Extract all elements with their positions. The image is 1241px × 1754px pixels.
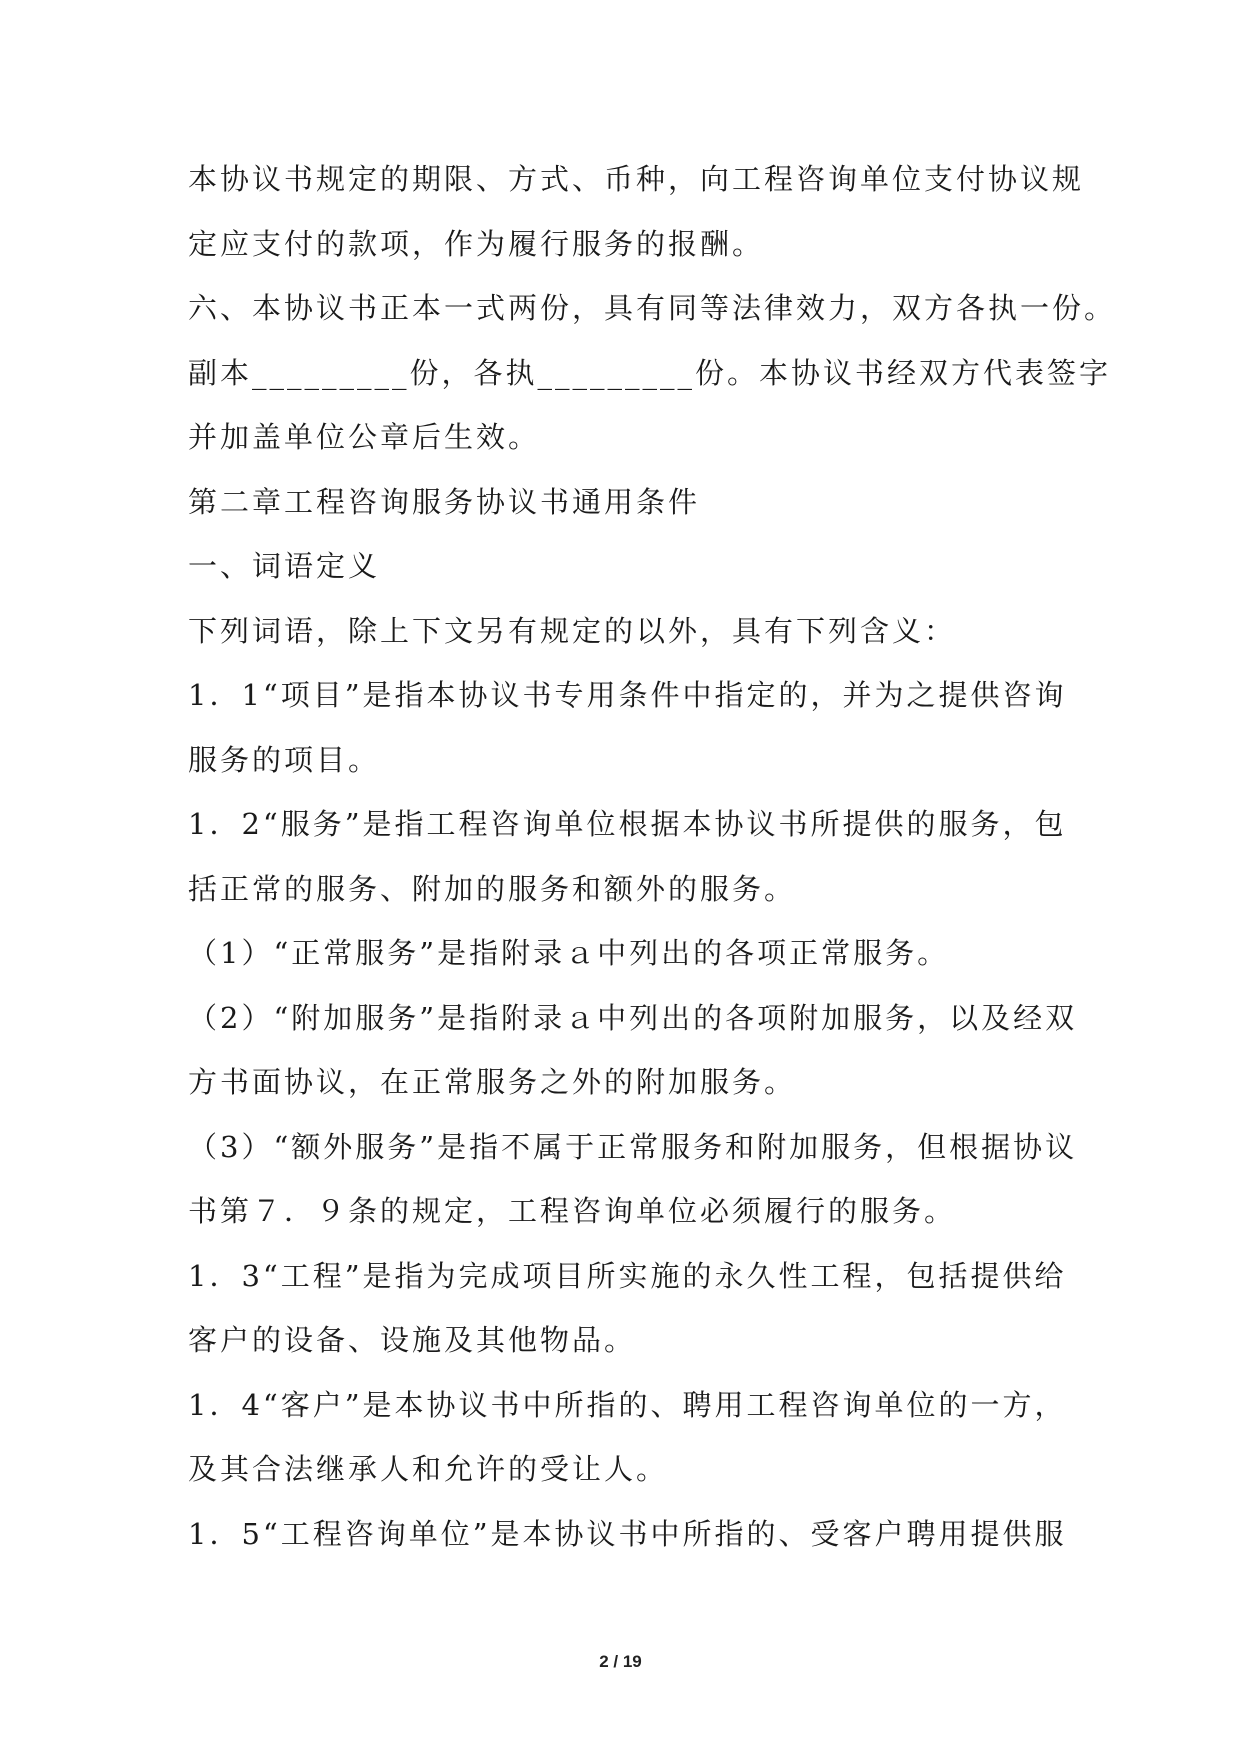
text-line: 1．2“服务”是指工程咨询单位根据本协议书所提供的服务，包 [188,807,1067,841]
document-body [188,160,1117,1579]
page-number: 2 / 19 [599,1652,642,1671]
text-line: 六、本协议书正本一式两份，具有同等法律效力，双方各执一份。 [188,291,1117,325]
text-line: 1．4“客户”是本协议书中所指的、聘用工程咨询单位的一方， [188,1387,1067,1422]
text-line: （3）“额外服务”是指不属于正常服务和附加服务，但根据协议 [188,1129,1078,1164]
text-line: 及其合法继承人和允许的受让人。 [188,1452,669,1486]
text-line: 书第７．９条的规定，工程咨询单位必须履行的服务。 [188,1194,957,1228]
text-line: 方书面协议，在正常服务之外的附加服务。 [188,1065,797,1099]
text-line: 客户的设备、设施及其他物品。 [188,1323,637,1357]
text-line: 1．5“工程咨询单位”是本协议书中所指的、受客户聘用提供服 [188,1516,1067,1551]
text-line: 本协议书规定的期限、方式、币种，向工程咨询单位支付协议规 [188,162,1085,196]
text-line: 括正常的服务、附加的服务和额外的服务。 [188,871,797,906]
section-heading: 一、词语定义 [188,549,381,583]
text-line: 定应支付的款项，作为履行服务的报酬。 [188,226,765,261]
text-line: （2）“附加服务”是指附录ａ中列出的各项附加服务，以及经双 [188,1000,1078,1035]
text-line: 并加盖单位公章后生效。 [188,420,541,454]
text-line: 1．3“工程”是指为完成项目所实施的永久性工程，包括提供给 [188,1258,1067,1293]
text-line: 副本_________份，各执_________份。本协议书经双方代表签字 [188,355,1112,390]
text-line: 下列词语，除上下文另有规定的以外，具有下列含义： [188,613,957,648]
text-line: 1．1“项目”是指本协议书专用条件中指定的，并为之提供咨询 [188,678,1067,712]
text-line: 服务的项目。 [188,742,381,777]
text-line: （1）“正常服务”是指附录ａ中列出的各项正常服务。 [188,936,950,970]
chapter-heading: 第二章工程咨询服务协议书通用条件 [188,484,701,519]
